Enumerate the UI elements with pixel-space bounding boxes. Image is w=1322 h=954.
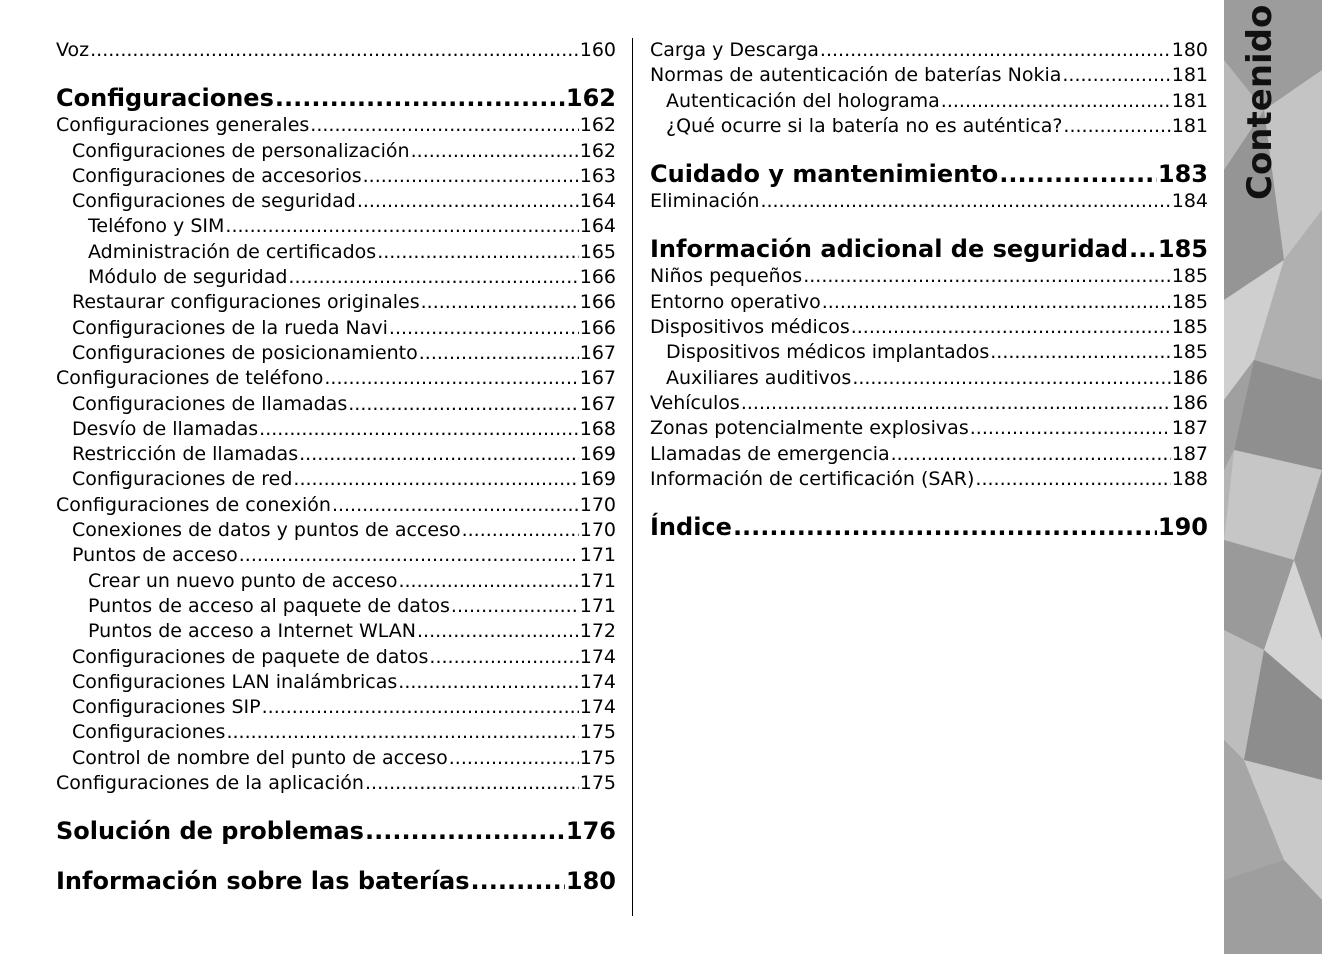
dot-leader: [999, 159, 1157, 189]
toc-entry-page: 174: [579, 645, 616, 668]
toc-entry-title: Cuidado y mantenimiento: [650, 160, 999, 189]
toc-entry-title: Configuraciones de teléfono: [56, 367, 324, 390]
toc-entry-page: 184: [1171, 190, 1208, 213]
toc-left-column: [56, 38, 616, 896]
dot-leader: [990, 340, 1170, 365]
toc-entry-page: 188: [1171, 467, 1208, 490]
toc-entry-title: Auxiliares auditivos: [666, 366, 852, 389]
toc-entry-title: Solución de problemas: [56, 817, 364, 846]
toc-entry-page: 168: [579, 417, 616, 440]
dot-leader: [449, 746, 579, 771]
toc-entry-page: 176: [565, 817, 616, 846]
toc-entry-title: Administración de certificados: [88, 240, 377, 263]
dot-leader: [398, 569, 578, 594]
dot-leader: [259, 417, 579, 442]
toc-entry-page: 175: [579, 772, 616, 795]
dot-leader: [462, 518, 579, 543]
dot-leader: [293, 467, 578, 492]
toc-entry-page: 180: [1171, 39, 1208, 61]
dot-leader: [941, 89, 1171, 114]
toc-entry-page: 164: [579, 190, 616, 213]
toc-entry[interactable]: [56, 594, 616, 619]
toc-entry-page: 172: [579, 620, 616, 643]
toc-entry-title: Llamadas de emergencia: [650, 442, 890, 465]
toc-entry-page: 185: [1171, 290, 1208, 313]
toc-entry-title: Información de certificación (SAR): [650, 467, 975, 490]
toc-entry[interactable]: [650, 391, 1208, 416]
toc-entry-title: Configuraciones de personalización: [72, 139, 410, 162]
toc-entry-page: 167: [579, 392, 616, 415]
toc-entry-page: 185: [1171, 316, 1208, 339]
toc-entry[interactable]: [650, 467, 1208, 492]
toc-entry-page: 166: [579, 266, 616, 289]
toc-entry-page: 170: [579, 493, 616, 516]
dot-leader: [365, 771, 579, 796]
toc-entry[interactable]: [650, 315, 1208, 340]
dot-leader: [225, 214, 578, 239]
toc-entry[interactable]: [56, 543, 616, 568]
toc-entry-page: 166: [579, 291, 616, 314]
dot-leader: [820, 38, 1171, 63]
toc-entry[interactable]: [650, 264, 1208, 289]
toc-entry[interactable]: [56, 442, 616, 467]
toc-entry-page: 190: [1157, 513, 1208, 542]
toc-entry-title: Configuraciones: [56, 84, 274, 113]
toc-entry-page: 171: [579, 594, 616, 617]
toc-entry[interactable]: [650, 416, 1208, 441]
toc-entry[interactable]: [650, 38, 1208, 63]
dot-leader: [288, 265, 578, 290]
toc-entry-title: Dispositivos médicos implantados: [666, 341, 990, 364]
dot-leader: [357, 189, 579, 214]
toc-entry-title: Desvío de llamadas: [72, 417, 259, 440]
toc-entry[interactable]: [650, 366, 1208, 391]
toc-entry-title: Restricción de llamadas: [72, 443, 299, 466]
dot-leader: [822, 290, 1171, 315]
toc-entry[interactable]: [56, 290, 616, 315]
toc-entry[interactable]: [56, 720, 616, 745]
dot-leader: [226, 720, 578, 745]
toc-entry[interactable]: [650, 189, 1208, 214]
toc-entry-title: Configuraciones de llamadas: [72, 392, 348, 415]
toc-entry-title: Entorno operativo: [650, 290, 821, 313]
dot-leader: [411, 139, 579, 164]
toc-entry[interactable]: [56, 771, 616, 796]
dot-leader: [363, 164, 579, 189]
toc-entry-page: 187: [1171, 417, 1208, 440]
dot-leader: [365, 816, 565, 846]
toc-entry-page: 162: [565, 84, 616, 113]
toc-entry-page: 163: [579, 164, 616, 187]
dot-leader: [733, 512, 1157, 542]
toc-entry-title: Restaurar configuraciones originales: [72, 291, 420, 314]
toc-entry-page: 166: [579, 316, 616, 339]
dot-leader: [429, 645, 578, 670]
toc-entry-title: Puntos de acceso al paquete de datos: [88, 594, 450, 617]
dot-leader: [324, 366, 578, 391]
toc-entry-title: Índice: [650, 513, 732, 542]
toc-entry-page: 174: [579, 670, 616, 693]
dot-leader: [419, 341, 579, 366]
toc-entry-title: Crear un nuevo punto de acceso: [88, 569, 398, 592]
toc-entry-page: 170: [579, 519, 616, 542]
toc-entry[interactable]: [56, 189, 616, 214]
toc-entry-page: 186: [1171, 366, 1208, 389]
toc-entry-page: 162: [579, 114, 616, 137]
dot-leader: [310, 113, 578, 138]
toc-entry-title: Autenticación del holograma: [666, 89, 940, 112]
toc-entry[interactable]: [56, 265, 616, 290]
toc-entry-title: Configuraciones de la rueda Navi: [72, 316, 388, 339]
dot-leader: [348, 392, 579, 417]
toc-section-heading[interactable]: [56, 816, 616, 846]
toc-entry-title: ¿Qué ocurre si la batería no es auténtica?: [666, 114, 1063, 137]
toc-entry-page: 165: [579, 240, 616, 263]
dot-leader: [1062, 63, 1170, 88]
toc-entry-title: Puntos de acceso: [72, 544, 238, 567]
toc-entry-title: Eliminación: [650, 190, 760, 213]
toc-entry-title: Información adicional de seguridad: [650, 235, 1129, 264]
toc-entry[interactable]: [650, 63, 1208, 88]
toc-entry[interactable]: [56, 113, 616, 138]
toc-entry[interactable]: [650, 114, 1208, 139]
toc-entry-title: Configuraciones de posicionamiento: [72, 341, 418, 364]
toc-entry-title: Zonas potencialmente explosivas: [650, 417, 969, 440]
toc-entry-page: 181: [1171, 114, 1208, 137]
toc-entry-title: Configuraciones LAN inalámbricas: [72, 670, 398, 693]
dot-leader: [398, 670, 578, 695]
toc-entry-page: 160: [579, 39, 616, 61]
dot-leader: [239, 543, 579, 568]
toc-entry[interactable]: [56, 645, 616, 670]
dot-leader: [417, 619, 579, 644]
toc-entry-title: Configuraciones de la aplicación: [56, 772, 364, 795]
toc-entry[interactable]: [56, 38, 616, 63]
toc-entry-title: Niños pequeños: [650, 265, 803, 288]
toc-entry-page: 175: [579, 746, 616, 769]
dot-leader: [975, 467, 1170, 492]
toc-entry[interactable]: [56, 670, 616, 695]
toc-entry[interactable]: [56, 569, 616, 594]
toc-entry-page: 183: [1157, 160, 1208, 189]
toc-entry[interactable]: [56, 746, 616, 771]
toc-entry[interactable]: [56, 467, 616, 492]
toc-entry-page: 180: [565, 867, 616, 896]
dot-leader: [851, 315, 1171, 340]
toc-entry-title: Normas de autenticación de baterías Nokia: [650, 64, 1062, 87]
toc-section-heading[interactable]: [650, 159, 1208, 189]
dot-leader: [1063, 114, 1170, 139]
toc-entry[interactable]: [56, 417, 616, 442]
toc-entry-page: 167: [579, 367, 616, 390]
toc-entry-title: Configuraciones de paquete de datos: [72, 645, 429, 668]
toc-entry-title: Configuraciones de red: [72, 468, 293, 491]
toc-entry[interactable]: [56, 619, 616, 644]
toc-entry-title: Configuraciones generales: [56, 114, 310, 137]
toc-entry[interactable]: [56, 139, 616, 164]
toc-entry[interactable]: [650, 442, 1208, 467]
toc-entry-page: 185: [1157, 235, 1208, 264]
toc-entry-title: Control de nombre del punto de acceso: [72, 746, 448, 769]
toc-section-heading[interactable]: [650, 512, 1208, 542]
toc-entry-page: 174: [579, 696, 616, 719]
toc-entry[interactable]: [650, 340, 1208, 365]
toc-entry-page: 169: [579, 443, 616, 466]
toc-entry[interactable]: [650, 290, 1208, 315]
dot-leader: [377, 240, 579, 265]
dot-leader: [803, 264, 1171, 289]
toc-entry-page: 185: [1171, 265, 1208, 288]
dot-leader: [471, 866, 565, 896]
toc-entry-title: Configuraciones SIP: [72, 696, 261, 719]
dot-leader: [299, 442, 579, 467]
toc-entry-page: 187: [1171, 442, 1208, 465]
dot-leader: [332, 493, 579, 518]
dot-leader: [1129, 234, 1157, 264]
toc-entry[interactable]: [56, 392, 616, 417]
dot-leader: [451, 594, 579, 619]
toc-entry-title: Conexiones de datos y puntos de acceso: [72, 519, 461, 542]
toc-entry-page: 162: [579, 139, 616, 162]
toc-entry[interactable]: [56, 316, 616, 341]
dot-leader: [262, 695, 579, 720]
toc-section-heading[interactable]: [56, 866, 616, 896]
toc-entry-title: Carga y Descarga: [650, 39, 819, 61]
toc-entry-page: 164: [579, 215, 616, 238]
toc-entry[interactable]: [56, 341, 616, 366]
dot-leader: [852, 366, 1170, 391]
toc-entry-title: Información sobre las baterías: [56, 867, 470, 896]
toc-entry[interactable]: [56, 695, 616, 720]
dot-leader: [389, 316, 579, 341]
toc-entry[interactable]: [56, 240, 616, 265]
toc-entry-title: Vehículos: [650, 391, 740, 414]
toc-entry[interactable]: [650, 89, 1208, 114]
toc-entry-title: Módulo de seguridad: [88, 266, 288, 289]
dot-leader: [970, 416, 1171, 441]
toc-entry-title: Configuraciones de conexión: [56, 493, 331, 516]
toc-entry-title: Configuraciones: [72, 721, 226, 744]
toc-entry-page: 167: [579, 341, 616, 364]
toc-entry-title: Configuraciones de accesorios: [72, 164, 362, 187]
dot-leader: [421, 290, 579, 315]
toc-entry-page: 185: [1171, 341, 1208, 364]
toc-entry-title: Dispositivos médicos: [650, 316, 850, 339]
toc-entry[interactable]: [56, 214, 616, 239]
toc-entry-page: 171: [579, 569, 616, 592]
toc-entry[interactable]: [56, 366, 616, 391]
dot-leader: [741, 391, 1171, 416]
toc-entry[interactable]: [56, 518, 616, 543]
toc-entry-title: Teléfono y SIM: [88, 215, 225, 238]
toc-entry-page: 181: [1171, 89, 1208, 112]
dot-leader: [760, 189, 1170, 214]
toc-entry-title: Puntos de acceso a Internet WLAN: [88, 620, 416, 643]
toc-section-heading[interactable]: [56, 83, 616, 113]
toc-right-column: [650, 38, 1208, 542]
dot-leader: [275, 83, 565, 113]
toc-entry-title: Configuraciones de seguridad: [72, 190, 356, 213]
toc-entry[interactable]: [56, 164, 616, 189]
column-divider: [632, 38, 633, 916]
toc-entry-title: Voz: [56, 39, 90, 61]
toc-entry-page: 169: [579, 468, 616, 491]
toc-entry-page: 171: [579, 544, 616, 567]
toc-entry-page: 181: [1171, 64, 1208, 87]
toc-entry-page: 175: [579, 721, 616, 744]
toc-section-heading[interactable]: [650, 234, 1208, 264]
toc-entry-page: 186: [1171, 391, 1208, 414]
side-tab-label: Contenido: [1240, 4, 1280, 200]
dot-leader: [891, 442, 1171, 467]
dot-leader: [90, 38, 579, 63]
toc-entry[interactable]: [56, 493, 616, 518]
